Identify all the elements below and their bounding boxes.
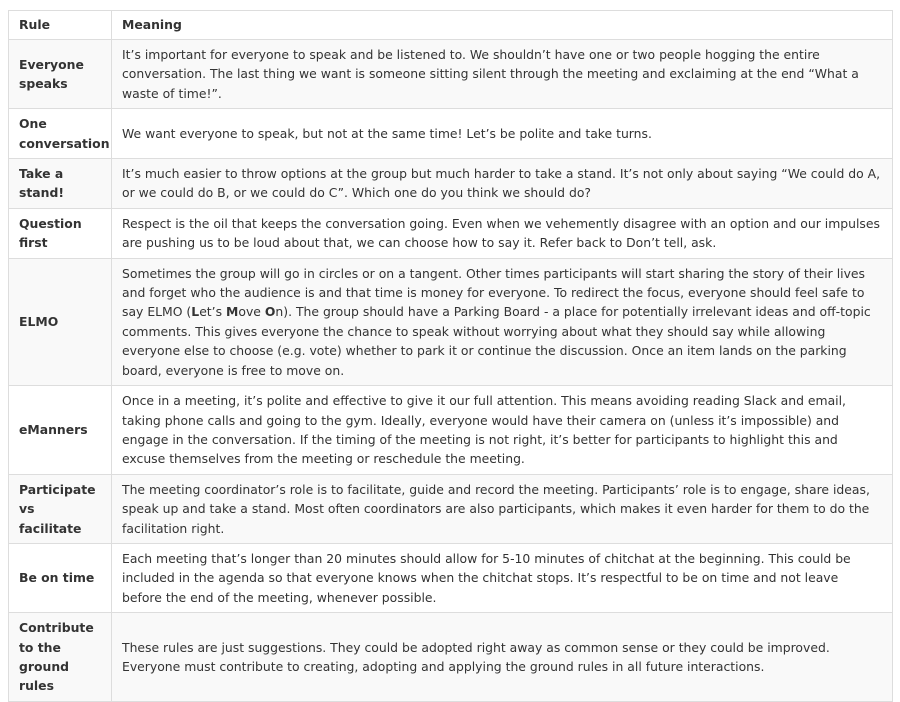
meaning-text-after: n). The group should have a Parking Board - a place for potentially irrelevant ideas and off-topic comments. This gives everyone the chance to speak without worrying about what they should say while allowing everyone else to choose (e.g. vote) whether to park it or continue the discussion. Once an item lands on the parking board, everyone is free to move on. bbox=[122, 304, 871, 378]
meaning-cell: Each meeting that’s longer than 20 minutes should allow for 5-10 minutes of chitchat at the beginning. This could be included in the agenda so that everyone knows when the chitchat stops. It’s respectful to be on time and not leave before the end of the meeting, whenever possible. bbox=[112, 543, 893, 612]
table-row bbox=[9, 258, 893, 385]
column-header-meaning: Meaning bbox=[112, 11, 893, 40]
ground-rules-table-container bbox=[8, 10, 892, 702]
meaning-cell: We want everyone to speak, but not at the same time! Let’s be polite and take turns. bbox=[112, 109, 893, 159]
table-row bbox=[9, 543, 893, 612]
rule-cell: One conversation bbox=[9, 109, 112, 159]
meaning-cell: These rules are just suggestions. They could be adopted right away as common sense or they could be improved. Everyone must contribute to creating, adopting and applying the ground rules in all future interactions. bbox=[112, 613, 893, 702]
table-header-row bbox=[9, 11, 893, 40]
elmo-text-et: et’s bbox=[199, 304, 227, 320]
meaning-cell: It’s important for everyone to speak and be listened to. We shouldn’t have one or two people hogging the entire conversation. The last thing we want is someone sitting silent through the meeting and exclaiming at the end “What a waste of time!”. bbox=[112, 40, 893, 109]
rule-cell: Participate vs facilitate bbox=[9, 474, 112, 543]
elmo-letter-m: M bbox=[226, 304, 239, 320]
rule-cell: Everyone speaks bbox=[9, 40, 112, 109]
rule-cell: Contribute to the ground rules bbox=[9, 613, 112, 702]
rule-cell: Take a stand! bbox=[9, 159, 112, 209]
meaning-cell: Once in a meeting, it’s polite and effective to give it our full attention. This means avoiding reading Slack and email, taking phone calls and going to the gym. Ideally, everyone would have their camera on (unless it’s impossible) and engage in the conversation. If the timing of the meeting is not right, it’s better for participants to highlight this and excuse themselves from the meeting or reschedule the meeting. bbox=[112, 386, 893, 475]
meaning-cell: Respect is the oil that keeps the conversation going. Even when we vehemently disagree with an option and our impulses are pushing us to be loud about that, we can choose how to say it. Refer back to Don’t tell, ask. bbox=[112, 208, 893, 258]
table-row bbox=[9, 386, 893, 475]
elmo-letter-l: L bbox=[191, 304, 200, 320]
meaning-text-before: Sometimes the group will go in circles or on a tangent. Other times participants will start sharing the story of their lives and forget who the audience is and that time is money for everyone. To redirect the focus, everyone should feel safe to say ELMO ( bbox=[122, 265, 865, 320]
table-row bbox=[9, 40, 893, 109]
column-header-rule: Rule bbox=[9, 11, 112, 40]
table-row bbox=[9, 109, 893, 159]
meaning-cell: The meeting coordinator’s role is to facilitate, guide and record the meeting. Participants’ role is to engage, share ideas, speak up and take a stand. Most often coordinators are also participants, which makes it even harder for them to do the facilitation right. bbox=[112, 474, 893, 543]
table-row bbox=[9, 474, 893, 543]
ground-rules-table bbox=[8, 10, 893, 702]
table-row bbox=[9, 613, 893, 702]
table-row bbox=[9, 159, 893, 209]
rule-cell: Be on time bbox=[9, 543, 112, 612]
table-row bbox=[9, 208, 893, 258]
rule-cell: ELMO bbox=[9, 258, 112, 385]
rule-cell: eManners bbox=[9, 386, 112, 475]
meaning-cell: It’s much easier to throw options at the group but much harder to take a stand. It’s not only about saying “We could do A, or we could do B, or we could do C”. Which one do you think we should do? bbox=[112, 159, 893, 209]
rule-cell: Question first bbox=[9, 208, 112, 258]
elmo-letter-o: O bbox=[264, 304, 276, 320]
elmo-text-ove: ove bbox=[238, 304, 265, 320]
meaning-cell bbox=[112, 258, 893, 385]
